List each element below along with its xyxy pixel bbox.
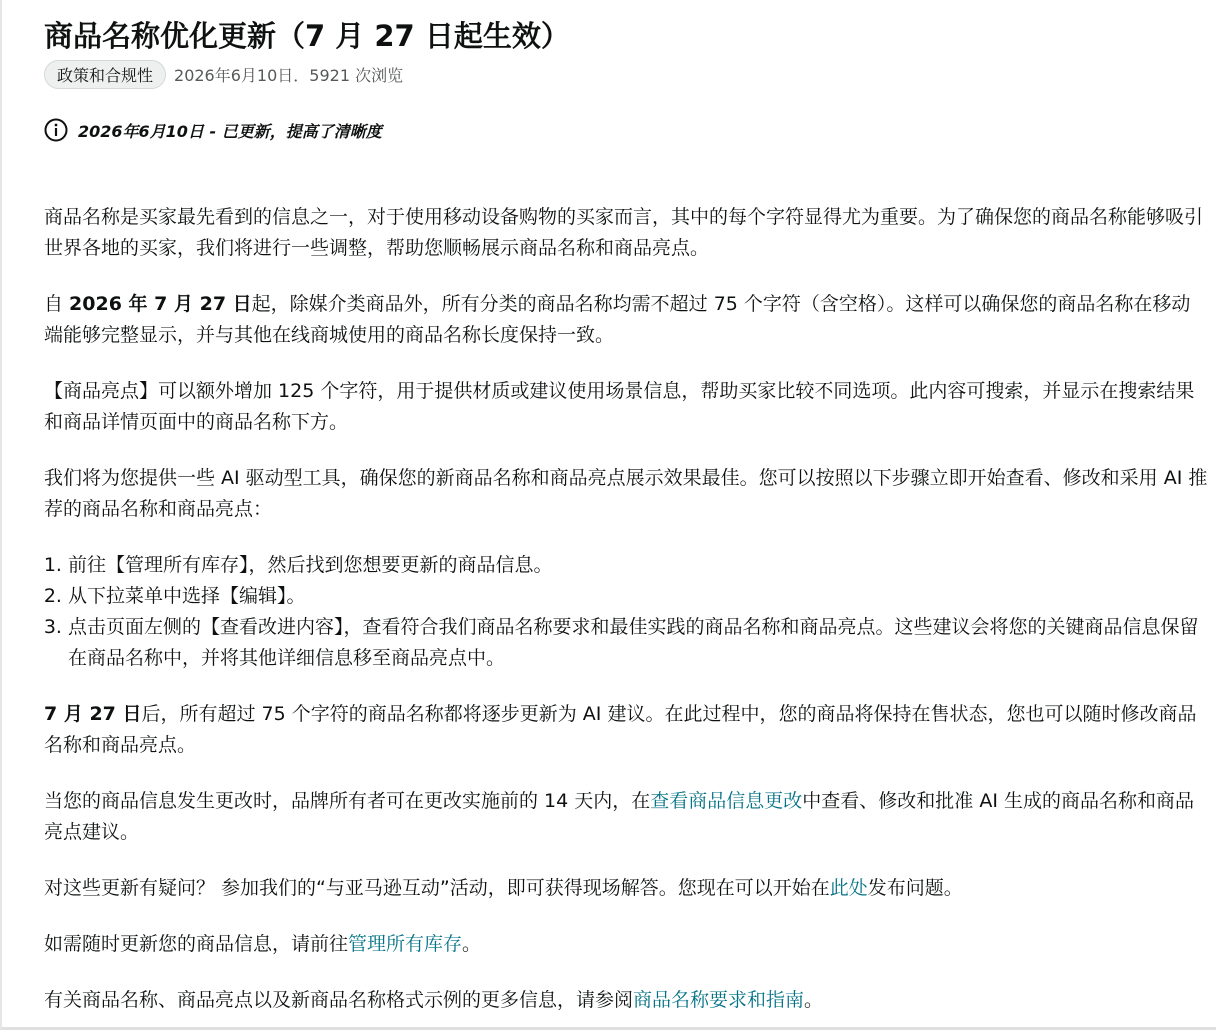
text: 对这些更新有疑问？ 参加我们的“与亚马逊互动”活动，即可获得现场解答。您现在可以开始在 — [44, 877, 830, 899]
paragraph-questions — [44, 873, 1209, 904]
update-notice-text: 2026年6月10日 - 已更新，提高了清晰度 — [78, 121, 382, 141]
paragraph-more-info — [44, 985, 1209, 1016]
after-date-bold: 7 月 27 日 — [44, 703, 142, 725]
text: 起，除媒介类商品外，所有分类的商品名称均需不超过 75 个字符（含空格）。这样可以确保您的商品名称在移动端能够完整显示，并与其他在线商城使用的商品名称长度保持一致。 — [44, 293, 1191, 346]
view-listing-changes-link[interactable]: 查看商品信息更改 — [650, 790, 803, 812]
publish-date-views: 2026年6月10日．5921 次浏览 — [174, 66, 404, 85]
paragraph-after-date — [44, 699, 1209, 761]
post-question-link[interactable]: 此处 — [829, 877, 868, 899]
paragraph-effective-date — [44, 289, 1209, 351]
list-item: 2. 从下拉菜单中选择【编辑】。 — [68, 581, 1209, 612]
list-item: 1. 前往【管理所有库存】，然后找到您想要更新的商品信息。 — [68, 550, 1209, 581]
text: 后，所有超过 75 个字符的商品名称都将逐步更新为 AI 建议。在此过程中，您的商品将保持在售状态，您也可以随时修改商品名称和商品亮点。 — [44, 703, 1197, 756]
text: 。 — [804, 989, 824, 1011]
title-guidelines-link[interactable]: 商品名称要求和指南 — [633, 989, 805, 1011]
effective-date-bold: 2026 年 7 月 27 日 — [69, 293, 252, 315]
text: 如需随时更新您的商品信息，请前往 — [44, 933, 349, 955]
category-tag[interactable]: 政策和合规性 — [44, 60, 166, 89]
article-meta — [44, 60, 403, 89]
manage-inventory-link[interactable]: 管理所有库存 — [348, 933, 463, 955]
paragraph-intro: 商品名称是买家最先看到的信息之一，对于使用移动设备购物的买家而言，其中的每个字符显得尤为重要。为了确保您的商品名称能够吸引世界各地的买家，我们将进行一些调整，帮助您顺畅展示商品名称和商品亮点。 — [44, 206, 1204, 259]
article-body — [44, 202, 1209, 1034]
text: 发布问题。 — [867, 877, 963, 899]
text: 自 — [44, 293, 70, 315]
text: 中查看、修改和批准 AI 生成的商品名称和商品亮点建议。 — [44, 790, 1194, 843]
text: 。 — [462, 933, 482, 955]
paragraph-manage-inventory — [44, 929, 1209, 960]
text: 当您的商品信息发生更改时，品牌所有者可在更改实施前的 14 天内，在 — [44, 790, 651, 812]
text: 有关商品名称、商品亮点以及新商品名称格式示例的更多信息，请参阅 — [44, 989, 634, 1011]
update-notice — [44, 118, 382, 142]
paragraph-ai-tools: 我们将为您提供一些 AI 驱动型工具，确保您的新商品名称和商品亮点展示效果最佳。您可以按照以下步骤立即开始查看、修改和采用 AI 推荐的商品名称和商品亮点： — [44, 467, 1208, 520]
steps-list — [44, 550, 1209, 674]
list-item: 3. 点击页面左侧的【查看改进内容】，查看符合我们商品名称要求和最佳实践的商品名称和商品亮点。这些建议会将您的关键商品信息保留在商品名称中，并将其他详细信息移至商品亮点中。 — [68, 612, 1209, 674]
info-icon — [44, 118, 68, 142]
paragraph-highlights: 【商品亮点】可以额外增加 125 个字符，用于提供材质或建议使用场景信息，帮助买家比较不同选项。此内容可搜索，并显示在搜索结果和商品详情页面中的商品名称下方。 — [44, 380, 1195, 433]
page-title: 商品名称优化更新（7 月 27 日起生效） — [44, 19, 570, 53]
paragraph-brand-owner — [44, 786, 1209, 848]
